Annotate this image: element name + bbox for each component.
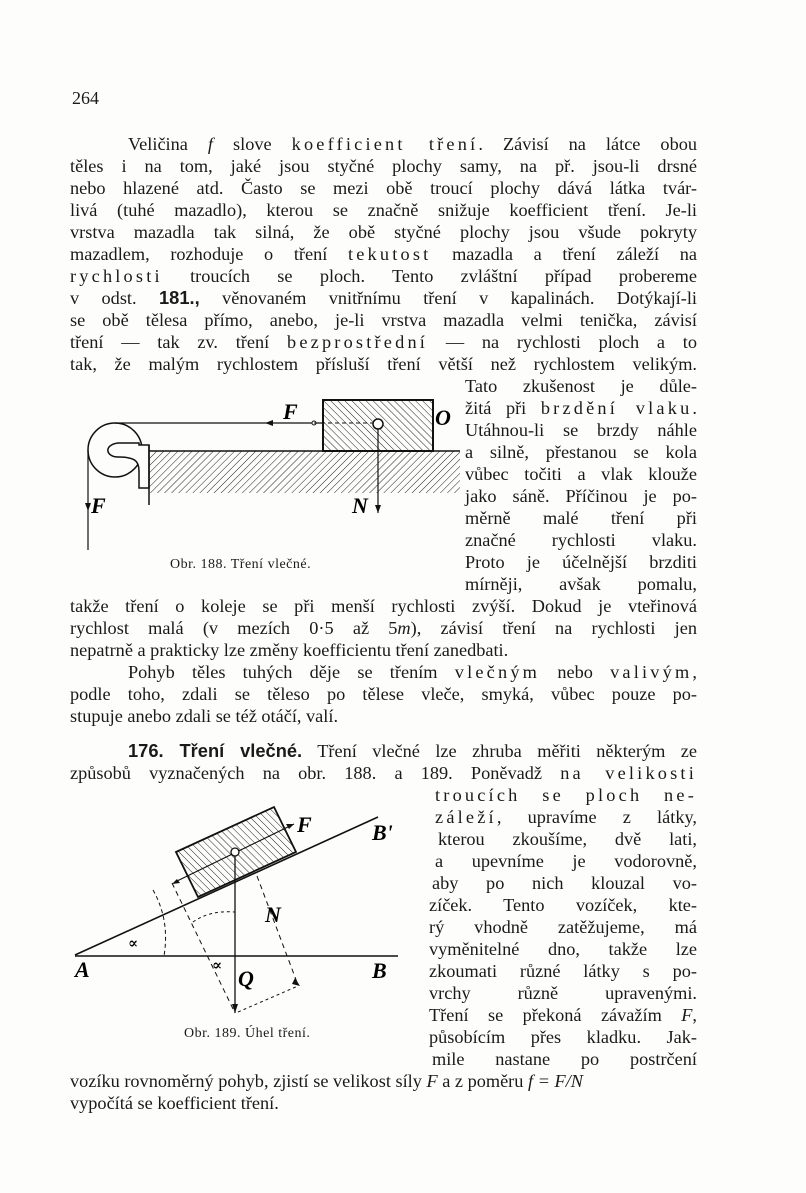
formula: f = F/N [527,1071,583,1091]
text-line: vyměnitelné dno, takže lze [429,939,697,959]
text-line: zíček. Tento vozíček, kte- [429,895,697,915]
text-line: rychlosti troucích se ploch. Tento zvláštní případ probereme [70,266,697,286]
emphasis-term: záleží [435,807,497,827]
text-line: působícím přes kladku. Jak- [429,1027,697,1047]
text-line: Tato zkušenost je důle- [465,376,697,396]
text-line: aby po nich klouzal vo- [432,873,697,893]
label-force-f: F [297,812,312,837]
label-normal-n: N [352,493,368,518]
text-line: mírněji, avšak pomalu, [465,574,697,594]
text-line: žitá při brzdění vlaku. [465,398,697,418]
emphasis-term: vlečným [454,662,541,682]
label-b-prime: B' [372,820,393,845]
label-a: A [75,957,90,982]
text-line: nebo hlazené atd. Často se mezi obě troucí plochy dává látka tvár- [70,178,697,198]
text-line: vypočítá se koefficient tření. [70,1093,279,1113]
text-line: takže tření o koleje se při menší rychlosti zvýší. Dokud je vteřinová [70,596,697,616]
emphasis-term: na velikosti [560,763,697,783]
label-b: B [372,958,387,983]
text-line: rychlost malá (v mezích 0·5 až 5m), závisí tření na rychlosti jen [70,618,697,638]
text-line: záleží, upravíme z látky, [435,807,697,827]
text-line: livá (tuhé mazadlo), kterou se značně snižuje koefficient tření. Je-li [70,200,697,220]
page-number: 264 [72,88,99,108]
text-line: vrstva mazadla tak silná, že obě styčné plochy jsou všude pokryty [70,222,697,242]
text-line: Proto je účelnější brzditi [465,552,697,572]
label-alpha-1: ∝ [128,934,139,952]
section-reference: 181., [158,287,200,308]
section-heading: 176. Tření vlečné. [128,740,303,761]
text-line: mile nastane po postrčení [432,1049,697,1069]
text-line: Tření se překoná závažím F, [429,1005,697,1025]
label-force-f-top: F [283,399,298,424]
text-line: vrchy různě upravenými. [429,983,697,1003]
text-line: podle toho, zdali se těleso po tělese vleče, smyká, vůbec pouze po- [70,684,697,704]
text-line: troucích se ploch ne- [435,785,697,805]
text-line: měrně malé tření při [465,508,697,528]
text-line: tření — tak zv. tření bezprostřední — na rychlosti ploch a to [70,332,698,352]
emphasis-term: valivým [610,662,693,682]
text-line: stupuje anebo zdali se též otáčí, valí. [70,706,339,726]
text-line: Utáhnou-li se brzdy náhle [465,420,697,440]
text-line: mazadlem, rozhoduje o tření tekutost mazadla a tření záleží na [70,244,697,264]
label-alpha-2: ∝ [212,956,223,974]
text-line: tak, že malým rychlostem přísluší tření větší než rychlostem velikým. [70,354,697,374]
text-line: 176. Tření vlečné. Tření vlečné lze zhruba měřiti některým ze [128,740,697,761]
emphasis-term: koefficient tření [291,134,479,154]
emphasis-term: bezprostřední [286,332,429,352]
text-line: v odst. 181., věnovaném vnitřnímu tření v kapalinách. Dotýkají-li [70,287,698,308]
text-line: jako sáně. Příčinou je po- [465,486,697,506]
label-normal-n: N [265,902,281,927]
text-line: Veličina f slove koefficient tření. Závisí na látce obou [128,134,697,154]
figure-188-diagram [60,385,460,555]
emphasis-term: tekutost [347,244,432,264]
label-o: O [435,405,451,430]
text-line: rý vhodně zatěžujeme, má [429,917,697,937]
text-line: kterou zkoušíme, dvě lati, [438,829,697,849]
label-weight-q: Q [238,966,254,991]
text-line: značné rychlosti vlaku. [465,530,697,550]
text-line: a upevníme je vodorovně, [435,851,697,871]
text-line: a silně, přestanou se kola [465,442,697,462]
text-line: Pohyb těles tuhých děje se třením vlečným nebo valivým, [128,662,697,682]
text-line: těles i na tom, jaké jsou styčné plochy samy, na př. jsou-li drsné [70,156,697,176]
text-line: vozíku rovnoměrný pohyb, zjistí se velikost síly F a z poměru f = F/N [70,1071,583,1091]
text-line: zkoumati různé látky s po- [429,961,697,981]
figure-189-caption: Obr. 189. Úhel tření. [184,1026,311,1041]
text-line: vůbec točiti a vlak klouže [465,464,697,484]
emphasis-term: brzdění vlaku [540,398,693,418]
text-line: nepatrně a prakticky lze změny koefficientu tření zanedbati. [70,640,509,660]
label-force-f-left: F [91,493,106,518]
figure-189-diagram [60,790,410,1020]
text-line: se obě tělesa přímo, anebo, je-li vrstva mazadla velmi tenička, závisí [70,310,697,330]
text-line: způsobů vyznačených na obr. 188. a 189. Poněvadž na velikosti [70,763,697,783]
table-surface [149,451,460,493]
figure-188-caption: Obr. 188. Tření vlečné. [170,557,312,572]
emphasis-term: rychlosti [70,266,163,286]
